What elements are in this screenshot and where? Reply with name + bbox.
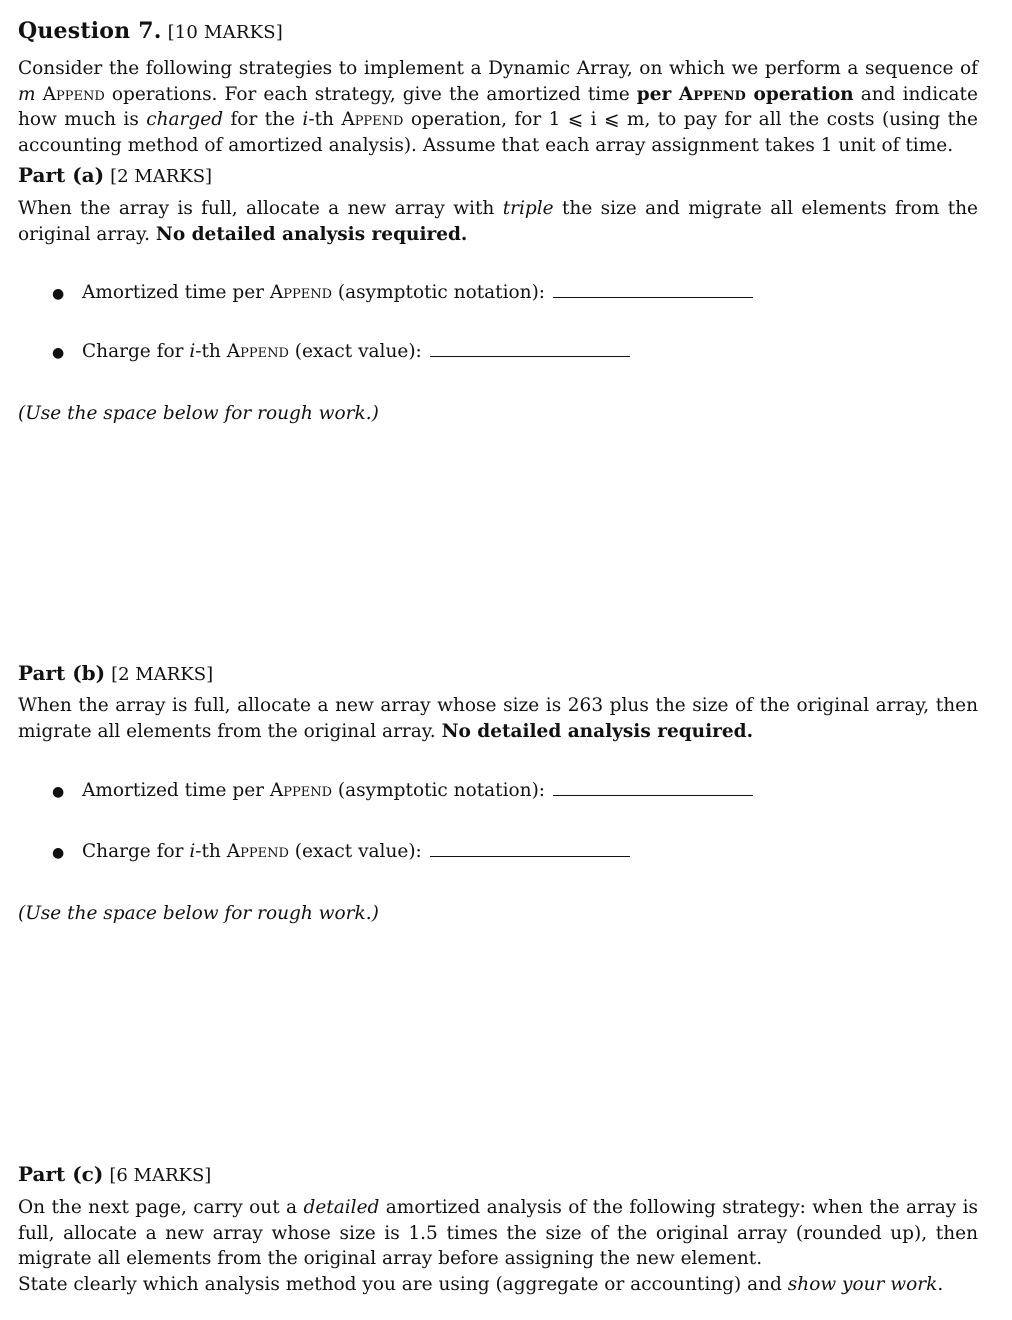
part-a-bullet-2-text: Charge for i-th Append (exact value):: [82, 341, 422, 362]
part-b-label: Part (b): [18, 661, 106, 685]
question-marks: [10 MARKS]: [167, 22, 283, 43]
part-a-text-1: When the array is full, allocate a new array with: [18, 198, 495, 219]
question-title: [18, 18, 283, 44]
triple-italic: triple: [502, 198, 554, 219]
intro-text-5: -th: [308, 109, 334, 130]
part-c-label: Part (c): [18, 1162, 104, 1186]
bullet-dot: ●: [52, 845, 65, 861]
part-b-title: [18, 661, 213, 685]
part-a-bullet-amortized: [52, 282, 753, 303]
append-keyword: Append: [42, 83, 105, 105]
part-b-text-1: When the array is full, allocate a new array whose size is 263 plus the size of the original array, then migrate all elements from the original array.: [18, 695, 978, 742]
answer-blank-b1[interactable]: [553, 781, 753, 796]
answer-blank-a2[interactable]: [430, 342, 630, 357]
part-a-bullet-1-text: Amortized time per Append (asymptotic notation):: [82, 282, 546, 303]
intro-text-6: operation, for 1 ⩽ i ⩽ m, to pay for all the costs (using the accounting method of amortized analysis). Assume that each array assignment takes 1 unit of time.: [18, 109, 978, 156]
part-c-text-2: amortized analysis of the following strategy: when the array is full, allocate a new array whose size is 1.5 times the size of the original array (rounded up), then migrate all elements from the original array before assigning the new element.: [18, 1197, 979, 1269]
answer-blank-a1[interactable]: [553, 283, 753, 298]
show-work-italic: show your work: [787, 1273, 938, 1295]
part-c-text-1: On the next page, carry out a: [18, 1197, 298, 1218]
question-number: Question 7.: [18, 18, 162, 44]
intro-text-4: for the: [230, 109, 295, 130]
per-append-bold: per Append operation: [636, 83, 854, 105]
part-a-rough-note: (Use the space below for rough work.): [18, 403, 379, 424]
intro-text-3: and indicate how much is: [18, 83, 978, 130]
part-c-text: [18, 1195, 978, 1297]
question-intro: [18, 56, 978, 158]
append-keyword-2: Append: [341, 109, 404, 130]
part-a-marks: [2 MARKS]: [110, 166, 213, 187]
var-i: i: [302, 109, 309, 130]
part-b-marks: [2 MARKS]: [111, 664, 214, 685]
part-c-marks: [6 MARKS]: [109, 1165, 212, 1186]
bullet-dot: ●: [52, 286, 65, 302]
part-b-bullet-charge: [52, 841, 630, 862]
part-b-bullet-2-text: Charge for i-th Append (exact value):: [82, 841, 422, 862]
part-b-bullet-amortized: [52, 780, 753, 801]
part-b-rough-note: (Use the space below for rough work.): [18, 903, 379, 924]
part-c-title: [18, 1162, 211, 1186]
part-b-no-detail: No detailed analysis required.: [441, 720, 754, 742]
intro-text-1: Consider the following strategies to implement a Dynamic Array, on which we perform a sequence of: [18, 58, 978, 79]
bullet-dot: ●: [52, 784, 65, 800]
part-a-bullet-charge: [52, 341, 630, 362]
part-b-bullet-1-text: Amortized time per Append (asymptotic notation):: [82, 780, 546, 801]
part-a-title: [18, 163, 212, 187]
detailed-italic: detailed: [303, 1197, 380, 1218]
part-a-no-detail: No detailed analysis required.: [155, 223, 468, 245]
charged-italic: charged: [146, 109, 224, 130]
part-b-text: [18, 693, 978, 744]
part-a-text: [18, 196, 978, 247]
intro-text-2: operations. For each strategy, give the amortized time: [111, 83, 630, 105]
part-a-label: Part (a): [18, 163, 105, 187]
part-c-text-3: State clearly which analysis method you are using (aggregate or accounting) and: [18, 1273, 782, 1295]
answer-blank-b2[interactable]: [430, 842, 630, 857]
part-a-text-2: the size and migrate all elements from the original array.: [18, 198, 978, 245]
part-c-text-4: .: [937, 1273, 944, 1295]
var-m: m: [18, 83, 36, 105]
bullet-dot: ●: [52, 345, 65, 361]
